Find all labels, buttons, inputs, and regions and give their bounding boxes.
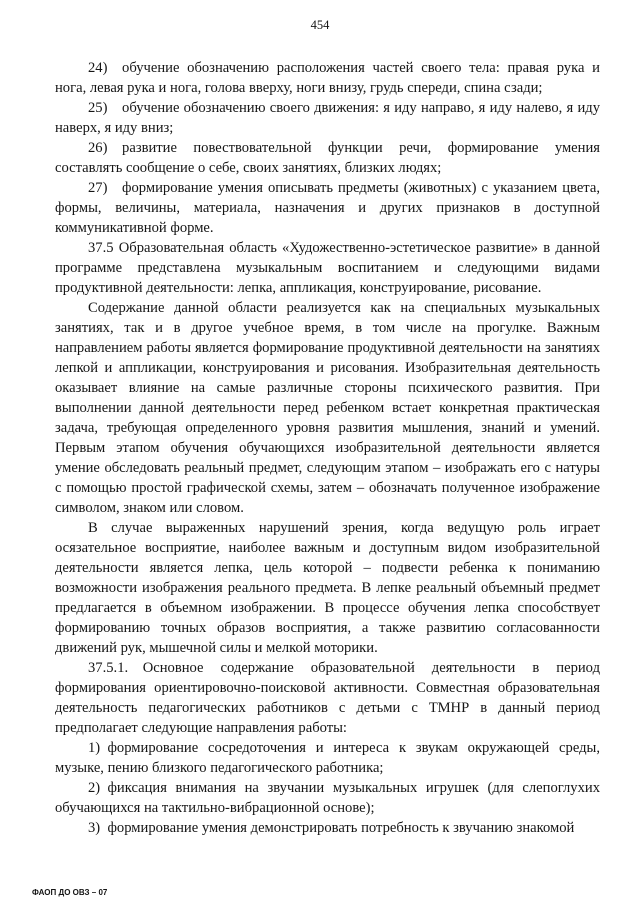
page-number: 454 bbox=[310, 18, 330, 32]
paragraph: 2) фиксация внимания на звучании музыкальных игрушек (для слепоглухих обучающихся на тактильно-вибрационной основе); bbox=[55, 780, 600, 816]
document-body bbox=[55, 58, 600, 838]
paragraph: 26) развитие повествовательной функции речи, формирование умения составлять сообщение о себе, своих занятиях, близких людях; bbox=[55, 140, 600, 176]
paragraph: Содержание данной области реализуется как на специальных музыкальных занятиях, так и в другое учебное время, в том числе на прогулке. Важным направлением работы является формирование продуктивной деятельности на занятиях лепкой и аппликации, конструирования и рисования. Изобразительная деятельность оказывает влияние на самые различные стороны психического развития. При выполнении данной деятельности перед ребенком встает конкретная практическая задача, требующая определенного уровня развития мышления, знаний и умений. Первым этапом обучения обучающихся изобразительной деятельности является умение обследовать реальный предмет, следующим этапом – изображать его с натуры с помощью простой графической схемы, затем – обозначать полученное изображение символом, знаком или словом. bbox=[55, 300, 600, 516]
paragraph: 27) формирование умения описывать предметы (животных) с указанием цвета, формы, величины, материала, назначения и других признаков в доступной коммуникативной форме. bbox=[55, 180, 600, 236]
paragraph: 37.5 Образовательная область «Художественно-эстетическое развитие» в данной программе представлена музыкальным воспитанием и следующими видами продуктивной деятельности: лепка, аппликация, конструирование, рисование. bbox=[55, 240, 600, 296]
paragraph: 24) обучение обозначению расположения частей своего тела: правая рука и нога, левая рука и нога, голова вверху, ноги внизу, грудь спереди, спина сзади; bbox=[55, 60, 600, 96]
paragraph: 3) формирование умения демонстрировать потребность к звучанию знакомой bbox=[88, 820, 575, 836]
paragraph: 1) формирование сосредоточения и интереса к звукам окружающей среды, музыке, пению близкого педагогического работника; bbox=[55, 740, 600, 776]
paragraph: В случае выраженных нарушений зрения, когда ведущую роль играет осязательное восприятие, наиболее важным и доступным видом изобразительной деятельности является лепка, цель которой – подвести ребенка к пониманию возможности изображения реального предмета. В лепке реальный объемный предмет предлагается в объемном изображении. В процессе обучения лепка способствует формированию точных образов восприятия, а также развитию согласованности движений рук, мышечной силы и мелкой моторики. bbox=[55, 520, 600, 656]
paragraph: 37.5.1. Основное содержание образовательной деятельности в период формирования ориентировочно-поисковой активности. Совместная образовательная деятельность педагогических работников с детьми с ТМНР в данный период предполагает следующие направления работы: bbox=[55, 660, 600, 736]
footer-code: ФАОП ДО ОВЗ – 07 bbox=[32, 888, 108, 897]
paragraph: 25) обучение обозначению своего движения: я иду направо, я иду налево, я иду наверх, я иду вниз; bbox=[55, 100, 600, 136]
